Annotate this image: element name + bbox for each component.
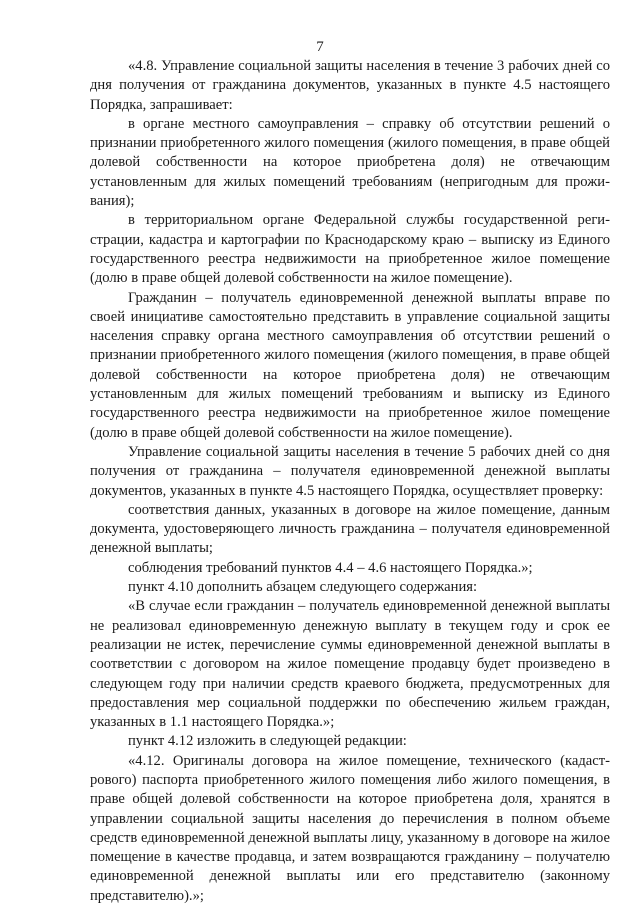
paragraph-registry-extract: в территориальном органе Федеральной службы государственной регистрации, кадастра и картографии по Краснодарскому краю – выписку из Единого государственного реестра недвижимости на приобретенное жилое помещение (долю в праве общей долевой собственности на жилое помещение). [90,212,610,287]
paragraph-4-12-text: «4.12. Оригиналы договора на жилое помещение, технического (кадастрового) паспорта приобретенного жилого помещения либо жилого помещения, в праве общей долевой собственности на которое приобретена доля, хранятся в управлении социальной защиты населения до перечисления в полном объеме средств единовременной денежной выплаты лицу, указанному в договоре на жилое помещение в качестве продавца, и затем возвращаются гражданину – получателю единовременной денежной выплаты или его представителю (законному представителю).»; [90,752,610,904]
paragraph-4-10-text: «В случае если гражданин – получатель единовременной денежной выплаты не реализовал единовременную денежную выплату в текущем году и срок ее реализации не истек, перечисление суммы единовременной денежной выплаты в соответствии с договором на жилое помещение продавцу будет произведено в следующем году при наличии средств краевого бюджета, предусмотренных для предоставления мер социальной поддержки по обеспечению жильем граждан, указанных в 1.1 настоящего Порядка.»; [90,598,610,731]
document-body [90,57,610,906]
paragraph-citizen-initiative: Гражданин – получатель единовременной денежной выплаты вправе по своей инициативе самостоятельно представить в управление социальной защиты населения справку органа местного самоуправления об отсутствии решений о признании приобретенного жилого помещения (жилого помещения, в праве общей долевой собственности на которое приобретена доля) не отвечающим установленным для жилых помещений требованиям и выписку из Единого государственного реестра недвижимости на приобретенное жилое помещение (долю в праве общей долевой собственности на жилое помещение). [90,289,610,441]
paragraph-4-12-amend: пункт 4.12 изложить в следующей редакции: [128,733,407,750]
paragraph-4-10-amend: пункт 4.10 дополнить абзацем следующего содержания: [128,579,478,596]
paragraph-4-8-intro: «4.8. Управление социальной защиты населения в течение 3 рабочих дней со дня получения от гражданина документов, указанных в пункте 4.5 настоящего Порядка, запрашивает: [90,58,610,113]
paragraph-verification: Управление социальной защиты населения в течение 5 рабочих дней со дня получения от гражданина – получателя единовременной денежной выплаты документов, указанных в пункте 4.5 настоящего Порядка, осуществляет проверку: [90,443,610,499]
page-number: 7 [316,39,324,55]
paragraph-requirements: соблюдения требований пунктов 4.4 – 4.6 настоящего Порядка.»; [128,559,533,576]
paragraph-local-government-certificate: в органе местного самоуправления – справку об отсутствии решений о признании приобретенного жилого помещения (жилого помещения, в праве общей долевой собственности на которое приобретена доля) не отвечающим установленным для жилых помещений требованиям (непригодным для проживания); [90,115,610,210]
paragraph-data-match: соответствия данных, указанных в договоре на жилое помещение, данным документа, удостоверяющего личность гражданина – получателя единовременной денежной выплаты; [90,501,610,557]
